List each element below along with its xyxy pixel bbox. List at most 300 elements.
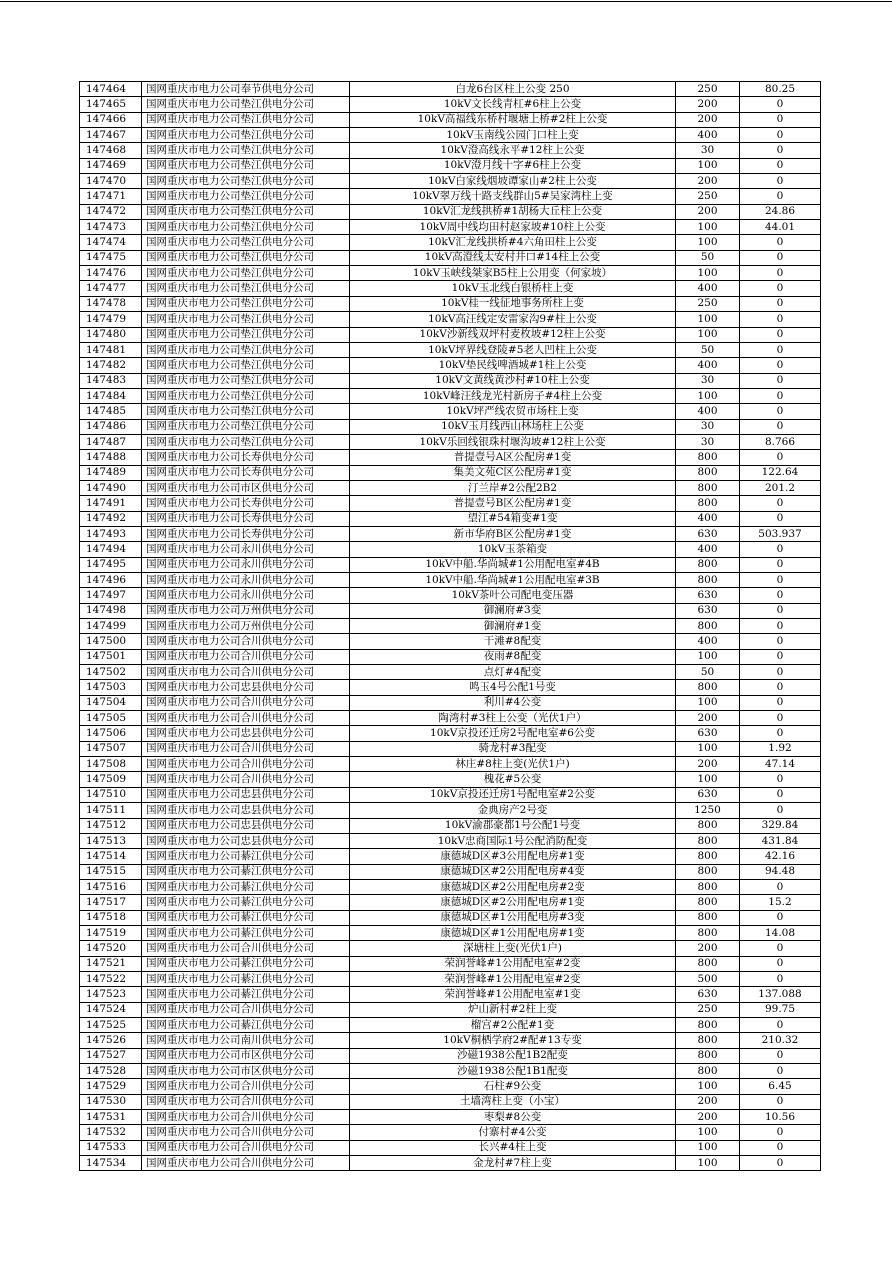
- row-value-cell: 0: [740, 603, 821, 618]
- row-id-cell: 147524: [80, 1002, 142, 1017]
- table-row: [80, 1110, 821, 1125]
- row-transformer-name-cell: 榴宫#2公配#1变: [350, 1017, 676, 1032]
- row-capacity-cell: 800: [676, 1048, 740, 1063]
- row-transformer-name-cell: 10kV渝郡豪都1号公配1号变: [350, 818, 676, 833]
- table-row: [80, 220, 821, 235]
- row-company-cell: 国网重庆市电力公司合川供电分公司: [142, 1110, 350, 1125]
- row-transformer-name-cell: 槐花#5公变: [350, 772, 676, 787]
- table-row: [80, 1079, 821, 1094]
- row-company-cell: 国网重庆市电力公司綦江供电分公司: [142, 879, 350, 894]
- row-id-cell: 147520: [80, 941, 142, 956]
- table-row: [80, 1033, 821, 1048]
- table-row: [80, 619, 821, 634]
- row-value-cell: 0: [740, 419, 821, 434]
- row-value-cell: 8.766: [740, 434, 821, 449]
- row-transformer-name-cell: 10kV峰汪线龙光村新房子#4柱上公变: [350, 388, 676, 403]
- row-id-cell: 147482: [80, 358, 142, 373]
- row-id-cell: 147514: [80, 849, 142, 864]
- table-row: [80, 158, 821, 173]
- row-id-cell: 147499: [80, 619, 142, 634]
- row-id-cell: 147509: [80, 772, 142, 787]
- row-value-cell: 503.937: [740, 526, 821, 541]
- row-transformer-name-cell: 10kV翠万线十路支线群山5#吴家湾柱上变: [350, 189, 676, 204]
- row-id-cell: 147526: [80, 1033, 142, 1048]
- row-id-cell: 147490: [80, 480, 142, 495]
- table-row: [80, 480, 821, 495]
- row-value-cell: 0: [740, 281, 821, 296]
- row-transformer-name-cell: 10kV玉南线公园门口柱上变: [350, 128, 676, 143]
- row-value-cell: 0: [740, 634, 821, 649]
- row-capacity-cell: 30: [676, 143, 740, 158]
- row-id-cell: 147510: [80, 787, 142, 802]
- row-value-cell: 0: [740, 266, 821, 281]
- row-transformer-name-cell: 金龙村#7柱上变: [350, 1156, 676, 1171]
- row-value-cell: 0: [740, 649, 821, 664]
- row-capacity-cell: 100: [676, 649, 740, 664]
- table-row: [80, 987, 821, 1002]
- table-row: [80, 803, 821, 818]
- row-capacity-cell: 630: [676, 588, 740, 603]
- row-transformer-name-cell: 沙磁1938公配1B2配变: [350, 1048, 676, 1063]
- row-capacity-cell: 100: [676, 312, 740, 327]
- table-row: [80, 557, 821, 572]
- row-company-cell: 国网重庆市电力公司长寿供电分公司: [142, 450, 350, 465]
- row-transformer-name-cell: 10kV中船.华尚城#1公用配电室#3B: [350, 573, 676, 588]
- row-capacity-cell: 50: [676, 250, 740, 265]
- row-id-cell: 147506: [80, 726, 142, 741]
- row-value-cell: 0: [740, 711, 821, 726]
- row-capacity-cell: 400: [676, 542, 740, 557]
- row-value-cell: 0: [740, 158, 821, 173]
- row-id-cell: 147492: [80, 511, 142, 526]
- row-capacity-cell: 100: [676, 220, 740, 235]
- row-id-cell: 147476: [80, 266, 142, 281]
- row-capacity-cell: 800: [676, 680, 740, 695]
- row-id-cell: 147474: [80, 235, 142, 250]
- row-transformer-name-cell: 康德城D区#2公用配电房#4变: [350, 864, 676, 879]
- row-transformer-name-cell: 10kV高福线东桥村堰塘上桥#2柱上公变: [350, 112, 676, 127]
- row-transformer-name-cell: 骑龙村#3配变: [350, 741, 676, 756]
- row-value-cell: 0: [740, 910, 821, 925]
- row-value-cell: 431.84: [740, 833, 821, 848]
- row-transformer-name-cell: 普提壹号A区公配房#1变: [350, 450, 676, 465]
- row-company-cell: 国网重庆市电力公司长寿供电分公司: [142, 526, 350, 541]
- row-company-cell: 国网重庆市电力公司綦江供电分公司: [142, 910, 350, 925]
- row-capacity-cell: 100: [676, 388, 740, 403]
- row-value-cell: 44.01: [740, 220, 821, 235]
- table-row: [80, 849, 821, 864]
- table-row: [80, 434, 821, 449]
- row-id-cell: 147515: [80, 864, 142, 879]
- row-value-cell: 0: [740, 680, 821, 695]
- row-transformer-name-cell: 10kV周中线均田村赵家坡#10柱上公变: [350, 220, 676, 235]
- row-transformer-name-cell: 康德城D区#3公用配电房#1变: [350, 849, 676, 864]
- table-row: [80, 235, 821, 250]
- table-row: [80, 941, 821, 956]
- row-capacity-cell: 100: [676, 327, 740, 342]
- row-company-cell: 国网重庆市电力公司垫江供电分公司: [142, 112, 350, 127]
- row-value-cell: 0: [740, 511, 821, 526]
- row-transformer-name-cell: 深塘柱上变(光伏1户): [350, 941, 676, 956]
- row-company-cell: 国网重庆市电力公司綦江供电分公司: [142, 987, 350, 1002]
- row-id-cell: 147528: [80, 1064, 142, 1079]
- row-capacity-cell: 630: [676, 987, 740, 1002]
- table-row: [80, 404, 821, 419]
- table-row: [80, 174, 821, 189]
- row-company-cell: 国网重庆市电力公司奉节供电分公司: [142, 82, 350, 97]
- table-row: [80, 511, 821, 526]
- row-transformer-name-cell: 10kV汇龙线拱桥#1胡杨大丘柱上公变: [350, 204, 676, 219]
- row-transformer-name-cell: 陶湾村#3柱上公变（光伏1户）: [350, 711, 676, 726]
- row-transformer-name-cell: 康德城D区#2公用配电房#2变: [350, 879, 676, 894]
- table-row: [80, 82, 821, 97]
- row-id-cell: 147512: [80, 818, 142, 833]
- table-row: [80, 526, 821, 541]
- row-capacity-cell: 100: [676, 695, 740, 710]
- row-transformer-name-cell: 炉山新村#2柱上变: [350, 1002, 676, 1017]
- row-company-cell: 国网重庆市电力公司市区供电分公司: [142, 1048, 350, 1063]
- row-value-cell: 0: [740, 250, 821, 265]
- row-capacity-cell: 800: [676, 910, 740, 925]
- table-row: [80, 358, 821, 373]
- row-value-cell: 122.64: [740, 465, 821, 480]
- row-transformer-name-cell: 10kV垫民线啤酒城#1柱上公变: [350, 358, 676, 373]
- row-value-cell: 0: [740, 695, 821, 710]
- row-id-cell: 147497: [80, 588, 142, 603]
- row-id-cell: 147478: [80, 296, 142, 311]
- row-company-cell: 国网重庆市电力公司垫江供电分公司: [142, 235, 350, 250]
- row-value-cell: 0: [740, 1156, 821, 1171]
- table-row: [80, 97, 821, 112]
- row-transformer-name-cell: 10kV高澄线太安村井口#14柱上公变: [350, 250, 676, 265]
- row-value-cell: 0: [740, 573, 821, 588]
- row-id-cell: 147496: [80, 573, 142, 588]
- row-transformer-name-cell: 10kV玉茶箱变: [350, 542, 676, 557]
- table-row: [80, 388, 821, 403]
- row-capacity-cell: 630: [676, 787, 740, 802]
- table-row: [80, 450, 821, 465]
- row-company-cell: 国网重庆市电力公司忠县供电分公司: [142, 680, 350, 695]
- row-company-cell: 国网重庆市电力公司合川供电分公司: [142, 1125, 350, 1140]
- row-transformer-name-cell: 康德城D区#1公用配电房#1变: [350, 925, 676, 940]
- row-value-cell: 0: [740, 941, 821, 956]
- row-capacity-cell: 800: [676, 818, 740, 833]
- row-id-cell: 147485: [80, 404, 142, 419]
- table-row: [80, 787, 821, 802]
- row-value-cell: 0: [740, 112, 821, 127]
- row-capacity-cell: 630: [676, 726, 740, 741]
- row-id-cell: 147518: [80, 910, 142, 925]
- row-value-cell: 0: [740, 1017, 821, 1032]
- row-company-cell: 国网重庆市电力公司合川供电分公司: [142, 1002, 350, 1017]
- row-id-cell: 147513: [80, 833, 142, 848]
- row-transformer-name-cell: 10kV忠商国际1号公配消防配变: [350, 833, 676, 848]
- row-capacity-cell: 800: [676, 450, 740, 465]
- row-company-cell: 国网重庆市电力公司垫江供电分公司: [142, 143, 350, 158]
- table-row: [80, 266, 821, 281]
- row-capacity-cell: 800: [676, 496, 740, 511]
- row-capacity-cell: 50: [676, 342, 740, 357]
- row-company-cell: 国网重庆市电力公司垫江供电分公司: [142, 327, 350, 342]
- row-value-cell: 0: [740, 956, 821, 971]
- table-row: [80, 1125, 821, 1140]
- row-capacity-cell: 400: [676, 511, 740, 526]
- row-id-cell: 147480: [80, 327, 142, 342]
- row-capacity-cell: 250: [676, 296, 740, 311]
- row-transformer-name-cell: 点灯#4配变: [350, 665, 676, 680]
- row-value-cell: 0: [740, 557, 821, 572]
- row-id-cell: 147484: [80, 388, 142, 403]
- row-id-cell: 147481: [80, 342, 142, 357]
- row-transformer-name-cell: 御澜府#1变: [350, 619, 676, 634]
- row-transformer-name-cell: 荣润誉峰#1公用配电室#2变: [350, 971, 676, 986]
- row-transformer-name-cell: 10kV桂一线征地事务所柱上变: [350, 296, 676, 311]
- row-capacity-cell: 800: [676, 1033, 740, 1048]
- row-capacity-cell: 400: [676, 358, 740, 373]
- row-capacity-cell: 800: [676, 480, 740, 495]
- table-row: [80, 1156, 821, 1171]
- row-company-cell: 国网重庆市电力公司永川供电分公司: [142, 542, 350, 557]
- row-capacity-cell: 100: [676, 1156, 740, 1171]
- row-company-cell: 国网重庆市电力公司綦江供电分公司: [142, 971, 350, 986]
- row-transformer-name-cell: 10kV文黄线黄沙村#10柱上公变: [350, 373, 676, 388]
- row-transformer-name-cell: 10kV坪界线登陵#5老人凹柱上公变: [350, 342, 676, 357]
- table-row: [80, 726, 821, 741]
- row-transformer-name-cell: 沙磁1938公配1B1配变: [350, 1064, 676, 1079]
- row-id-cell: 147521: [80, 956, 142, 971]
- row-company-cell: 国网重庆市电力公司合川供电分公司: [142, 665, 350, 680]
- row-company-cell: 国网重庆市电力公司綦江供电分公司: [142, 864, 350, 879]
- row-id-cell: 147469: [80, 158, 142, 173]
- row-company-cell: 国网重庆市电力公司垫江供电分公司: [142, 419, 350, 434]
- row-transformer-name-cell: 康德城D区#2公用配电房#1变: [350, 895, 676, 910]
- row-capacity-cell: 100: [676, 1079, 740, 1094]
- row-id-cell: 147533: [80, 1140, 142, 1155]
- table-row: [80, 680, 821, 695]
- row-capacity-cell: 500: [676, 971, 740, 986]
- row-capacity-cell: 100: [676, 235, 740, 250]
- row-value-cell: 0: [740, 1048, 821, 1063]
- row-value-cell: 6.45: [740, 1079, 821, 1094]
- row-id-cell: 147473: [80, 220, 142, 235]
- row-capacity-cell: 100: [676, 266, 740, 281]
- row-transformer-name-cell: 荣润誉峰#1公用配电室#1变: [350, 987, 676, 1002]
- row-company-cell: 国网重庆市电力公司长寿供电分公司: [142, 465, 350, 480]
- row-transformer-name-cell: 枣梨#8公变: [350, 1110, 676, 1125]
- row-value-cell: 0: [740, 450, 821, 465]
- row-company-cell: 国网重庆市电力公司合川供电分公司: [142, 1140, 350, 1155]
- row-value-cell: 0: [740, 1125, 821, 1140]
- table-row: [80, 143, 821, 158]
- row-capacity-cell: 200: [676, 1110, 740, 1125]
- row-id-cell: 147505: [80, 711, 142, 726]
- row-value-cell: 0: [740, 1094, 821, 1109]
- row-id-cell: 147493: [80, 526, 142, 541]
- row-transformer-name-cell: 鸣玉4号公配1号变: [350, 680, 676, 695]
- row-transformer-name-cell: 10kV茶叶公司配电变压器: [350, 588, 676, 603]
- row-company-cell: 国网重庆市电力公司合川供电分公司: [142, 1156, 350, 1171]
- row-value-cell: 201.2: [740, 480, 821, 495]
- row-transformer-name-cell: 夜雨#8配变: [350, 649, 676, 664]
- table-row: [80, 1064, 821, 1079]
- row-value-cell: 0: [740, 296, 821, 311]
- row-transformer-name-cell: 10kV白家线烟坡谭家山#2柱上公变: [350, 174, 676, 189]
- row-value-cell: 0: [740, 803, 821, 818]
- row-capacity-cell: 800: [676, 557, 740, 572]
- table-row: [80, 757, 821, 772]
- row-id-cell: 147494: [80, 542, 142, 557]
- row-company-cell: 国网重庆市电力公司忠县供电分公司: [142, 818, 350, 833]
- row-transformer-name-cell: 10kV京投还迁房1号配电室#2公变: [350, 787, 676, 802]
- row-value-cell: 0: [740, 879, 821, 894]
- row-transformer-name-cell: 金典房产2号变: [350, 803, 676, 818]
- row-capacity-cell: 400: [676, 634, 740, 649]
- row-capacity-cell: 400: [676, 128, 740, 143]
- table-row: [80, 204, 821, 219]
- row-capacity-cell: 800: [676, 925, 740, 940]
- row-value-cell: 0: [740, 342, 821, 357]
- row-transformer-name-cell: 10kV沙新线双坪村麦枚坡#12柱上公变: [350, 327, 676, 342]
- row-company-cell: 国网重庆市电力公司垫江供电分公司: [142, 404, 350, 419]
- row-id-cell: 147534: [80, 1156, 142, 1171]
- table-row: [80, 649, 821, 664]
- row-id-cell: 147507: [80, 741, 142, 756]
- row-transformer-name-cell: 石柱#9公变: [350, 1079, 676, 1094]
- table-row: [80, 695, 821, 710]
- row-company-cell: 国网重庆市电力公司忠县供电分公司: [142, 803, 350, 818]
- transformer-table: [79, 81, 821, 1171]
- row-capacity-cell: 800: [676, 956, 740, 971]
- row-capacity-cell: 250: [676, 189, 740, 204]
- row-capacity-cell: 800: [676, 573, 740, 588]
- row-value-cell: 0: [740, 143, 821, 158]
- row-company-cell: 国网重庆市电力公司垫江供电分公司: [142, 204, 350, 219]
- row-value-cell: 0: [740, 97, 821, 112]
- row-capacity-cell: 50: [676, 665, 740, 680]
- row-value-cell: 15.2: [740, 895, 821, 910]
- row-id-cell: 147475: [80, 250, 142, 265]
- row-capacity-cell: 250: [676, 1002, 740, 1017]
- row-company-cell: 国网重庆市电力公司合川供电分公司: [142, 634, 350, 649]
- row-transformer-name-cell: 普提壹号B区公配房#1变: [350, 496, 676, 511]
- row-id-cell: 147471: [80, 189, 142, 204]
- row-capacity-cell: 800: [676, 1017, 740, 1032]
- row-capacity-cell: 800: [676, 864, 740, 879]
- row-capacity-cell: 200: [676, 174, 740, 189]
- table-row: [80, 711, 821, 726]
- row-id-cell: 147477: [80, 281, 142, 296]
- row-transformer-name-cell: 10kV玉月线西山林场柱上公变: [350, 419, 676, 434]
- row-capacity-cell: 200: [676, 941, 740, 956]
- row-id-cell: 147500: [80, 634, 142, 649]
- row-value-cell: 42.16: [740, 849, 821, 864]
- row-capacity-cell: 800: [676, 833, 740, 848]
- table-row: [80, 818, 821, 833]
- table-row: [80, 128, 821, 143]
- row-transformer-name-cell: 10kV文长线青杠#6柱上公变: [350, 97, 676, 112]
- row-value-cell: 1.92: [740, 741, 821, 756]
- row-capacity-cell: 200: [676, 757, 740, 772]
- row-value-cell: 0: [740, 772, 821, 787]
- table-row: [80, 1140, 821, 1155]
- table-row: [80, 665, 821, 680]
- row-company-cell: 国网重庆市电力公司垫江供电分公司: [142, 189, 350, 204]
- row-company-cell: 国网重庆市电力公司垫江供电分公司: [142, 97, 350, 112]
- row-capacity-cell: 200: [676, 711, 740, 726]
- table-row: [80, 1048, 821, 1063]
- row-transformer-name-cell: 10kV中船.华尚城#1公用配电室#4B: [350, 557, 676, 572]
- row-capacity-cell: 30: [676, 373, 740, 388]
- table-row: [80, 465, 821, 480]
- row-transformer-name-cell: 利川#4公变: [350, 695, 676, 710]
- row-company-cell: 国网重庆市电力公司永川供电分公司: [142, 588, 350, 603]
- row-id-cell: 147479: [80, 312, 142, 327]
- table-row: [80, 864, 821, 879]
- table-body: [80, 82, 821, 1171]
- row-company-cell: 国网重庆市电力公司垫江供电分公司: [142, 266, 350, 281]
- row-transformer-name-cell: 10kV坪严线农贸市场柱上变: [350, 404, 676, 419]
- row-transformer-name-cell: 望江#54箱变#1变: [350, 511, 676, 526]
- row-company-cell: 国网重庆市电力公司垫江供电分公司: [142, 128, 350, 143]
- row-value-cell: 80.25: [740, 82, 821, 97]
- table-row: [80, 496, 821, 511]
- row-id-cell: 147511: [80, 803, 142, 818]
- table-row: [80, 250, 821, 265]
- row-capacity-cell: 100: [676, 741, 740, 756]
- row-value-cell: 0: [740, 373, 821, 388]
- table-row: [80, 312, 821, 327]
- row-value-cell: 0: [740, 971, 821, 986]
- row-company-cell: 国网重庆市电力公司垫江供电分公司: [142, 388, 350, 403]
- row-value-cell: 0: [740, 665, 821, 680]
- row-value-cell: 0: [740, 312, 821, 327]
- row-id-cell: 147468: [80, 143, 142, 158]
- row-transformer-name-cell: 付寨村#4公变: [350, 1125, 676, 1140]
- row-id-cell: 147508: [80, 757, 142, 772]
- row-id-cell: 147525: [80, 1017, 142, 1032]
- row-value-cell: 0: [740, 496, 821, 511]
- row-capacity-cell: 200: [676, 97, 740, 112]
- row-id-cell: 147522: [80, 971, 142, 986]
- row-company-cell: 国网重庆市电力公司市区供电分公司: [142, 480, 350, 495]
- row-value-cell: 329.84: [740, 818, 821, 833]
- row-company-cell: 国网重庆市电力公司垫江供电分公司: [142, 158, 350, 173]
- row-id-cell: 147531: [80, 1110, 142, 1125]
- table-row: [80, 910, 821, 925]
- row-capacity-cell: 30: [676, 434, 740, 449]
- row-capacity-cell: 800: [676, 895, 740, 910]
- row-value-cell: 0: [740, 174, 821, 189]
- row-value-cell: 24.86: [740, 204, 821, 219]
- row-id-cell: 147516: [80, 879, 142, 894]
- row-transformer-name-cell: 荣润誉峰#1公用配电室#2变: [350, 956, 676, 971]
- row-id-cell: 147467: [80, 128, 142, 143]
- row-company-cell: 国网重庆市电力公司綦江供电分公司: [142, 849, 350, 864]
- table-row: [80, 895, 821, 910]
- row-capacity-cell: 800: [676, 879, 740, 894]
- row-transformer-name-cell: 长兴#4柱上变: [350, 1140, 676, 1155]
- row-company-cell: 国网重庆市电力公司合川供电分公司: [142, 741, 350, 756]
- row-company-cell: 国网重庆市电力公司垫江供电分公司: [142, 220, 350, 235]
- table-row: [80, 603, 821, 618]
- row-value-cell: 210.32: [740, 1033, 821, 1048]
- row-company-cell: 国网重庆市电力公司垫江供电分公司: [142, 312, 350, 327]
- row-transformer-name-cell: 林庄#8柱上变(光伏1户): [350, 757, 676, 772]
- row-value-cell: 0: [740, 327, 821, 342]
- row-company-cell: 国网重庆市电力公司南川供电分公司: [142, 1033, 350, 1048]
- row-company-cell: 国网重庆市电力公司永川供电分公司: [142, 557, 350, 572]
- row-capacity-cell: 800: [676, 1064, 740, 1079]
